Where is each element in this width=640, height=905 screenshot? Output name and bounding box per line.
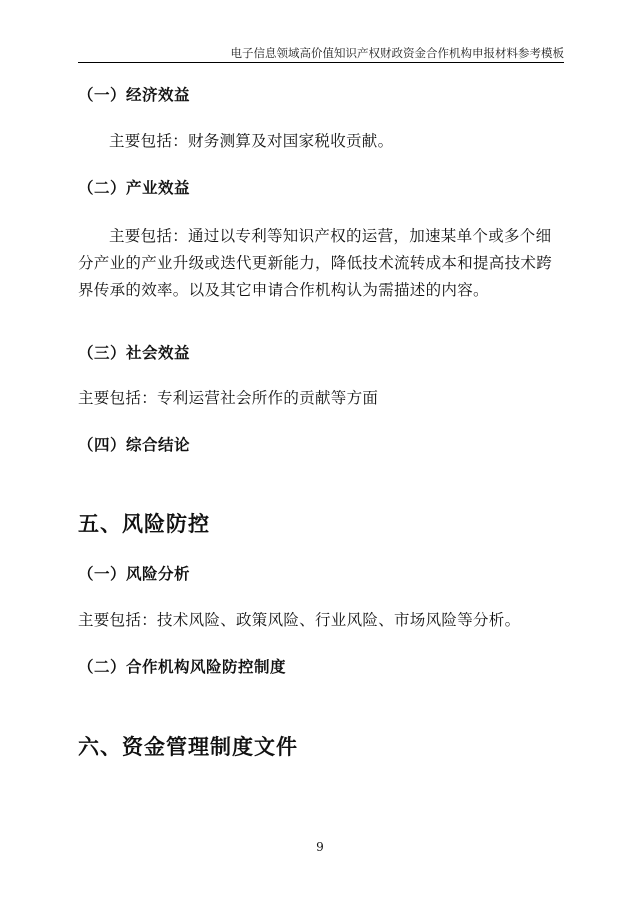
paragraph-economic-benefit: 主要包括：财务测算及对国家税收贡献。 [109,132,394,150]
header-rule [78,62,564,63]
running-header: 电子信息领域高价值知识产权财政资金合作机构申报材料参考模板 [230,46,564,60]
paragraph-risk-analysis: 主要包括：技术风险、政策风险、行业风险、市场风险等分析。 [78,611,521,629]
section-heading-risk-analysis: （一）风险分析 [78,565,191,583]
section-heading-overall-conclusion: （四）综合结论 [78,436,191,454]
chapter-heading-risk-control: 五、风险防控 [78,512,210,536]
section-heading-economic-benefit: （一）经济效益 [78,86,191,104]
paragraph-industry-benefit: 主要包括：通过以专利等知识产权的运营，加速某单个或多个细分产业的产业升级或迭代更新能力，降低技术流转成本和提高技术跨界传承的效率。以及其它申请合作机构认为需描述的内容。 [78,227,553,299]
section-heading-risk-control-system: （二）合作机构风险防控制度 [78,658,287,676]
section-heading-social-benefit: （三）社会效益 [78,344,191,362]
paragraph-social-benefit: 主要包括：专利运营社会所作的贡献等方面 [78,389,379,407]
page-number: 9 [316,840,324,854]
chapter-heading-fund-management: 六、资金管理制度文件 [78,735,298,759]
section-heading-industry-benefit: （二）产业效益 [78,179,191,197]
